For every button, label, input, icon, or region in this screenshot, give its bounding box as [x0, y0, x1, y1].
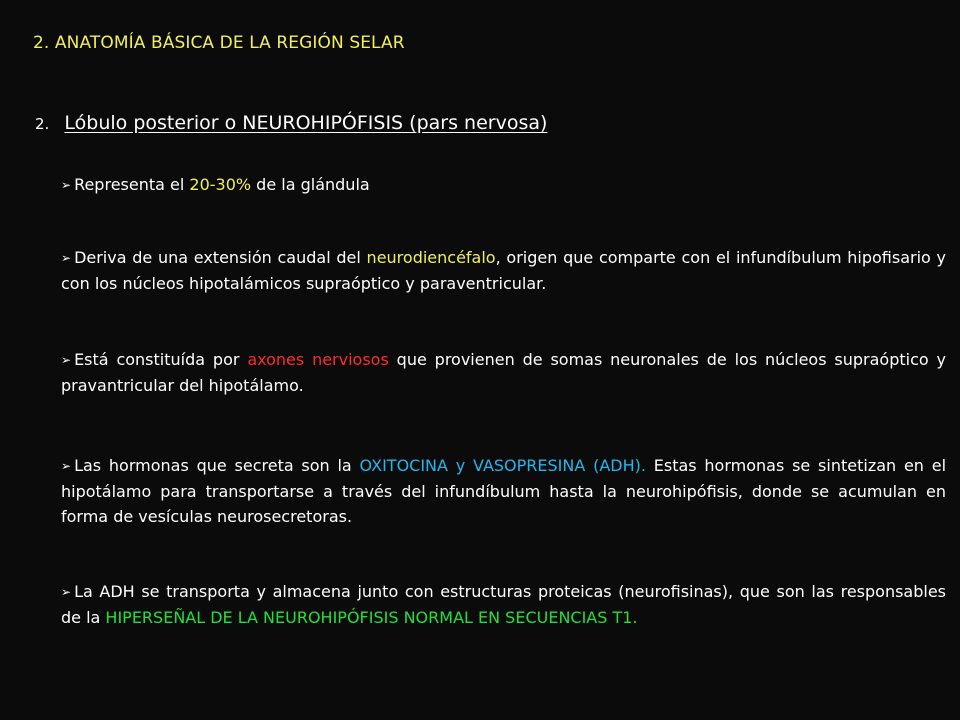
section-heading [35, 112, 547, 134]
bullet-text: La ADH se transporta y almacena junto con estructuras proteicas (neurofisinas), que son las responsables de la [61, 582, 946, 627]
highlight-text: neurodiencéfalo [366, 248, 496, 267]
highlight-text: axones nerviosos [247, 350, 389, 369]
arrowhead-bullet-icon: ➢ [61, 178, 72, 192]
bullet-text: Representa el [74, 175, 190, 194]
arrowhead-bullet-icon: ➢ [61, 251, 72, 265]
slide-title: 2. ANATOMÍA BÁSICA DE LA REGIÓN SELAR [33, 33, 405, 53]
bullet-item-origin [61, 245, 946, 296]
arrowhead-bullet-icon: ➢ [61, 459, 72, 473]
bullet-text: Las hormonas que secreta son la [74, 456, 360, 475]
bullet-item-hormones [61, 453, 946, 529]
bullet-item-adh-transport [61, 579, 946, 630]
bullet-item-percentage [61, 172, 946, 198]
bullet-text: Está constituída por [74, 350, 248, 369]
arrowhead-bullet-icon: ➢ [61, 585, 72, 599]
highlight-text: 20-30% [189, 175, 252, 194]
bullet-text: Estas hormonas se sintetizan en el hipotálamo para transportarse a través del infundíbulum hasta la neurohipófisis, donde se acumulan en forma de vesículas neurosecretoras. [61, 456, 947, 526]
bullet-text: que provienen de somas neuronales de los núcleos supraóptico y pravantricular del hipotálamo. [61, 350, 947, 395]
highlight-text: OXITOCINA y VASOPRESINA (ADH). [359, 456, 646, 475]
bullet-text: de la glándula [251, 175, 370, 194]
highlight-text: HIPERSEÑAL DE LA NEUROHIPÓFISIS NORMAL EN SECUENCIAS T1. [105, 608, 638, 627]
bullet-text: , origen que comparte con el infundíbulum hipofisario y con los núcleos hipotalámicos supraóptico y paraventricular. [61, 248, 947, 293]
bullet-text: Deriva de una extensión caudal del [74, 248, 367, 267]
arrowhead-bullet-icon: ➢ [61, 353, 72, 367]
bullet-item-axons [61, 347, 946, 398]
section-number: 2. [35, 115, 50, 133]
section-heading-text: Lóbulo posterior o NEUROHIPÓFISIS (pars nervosa) [64, 112, 548, 134]
